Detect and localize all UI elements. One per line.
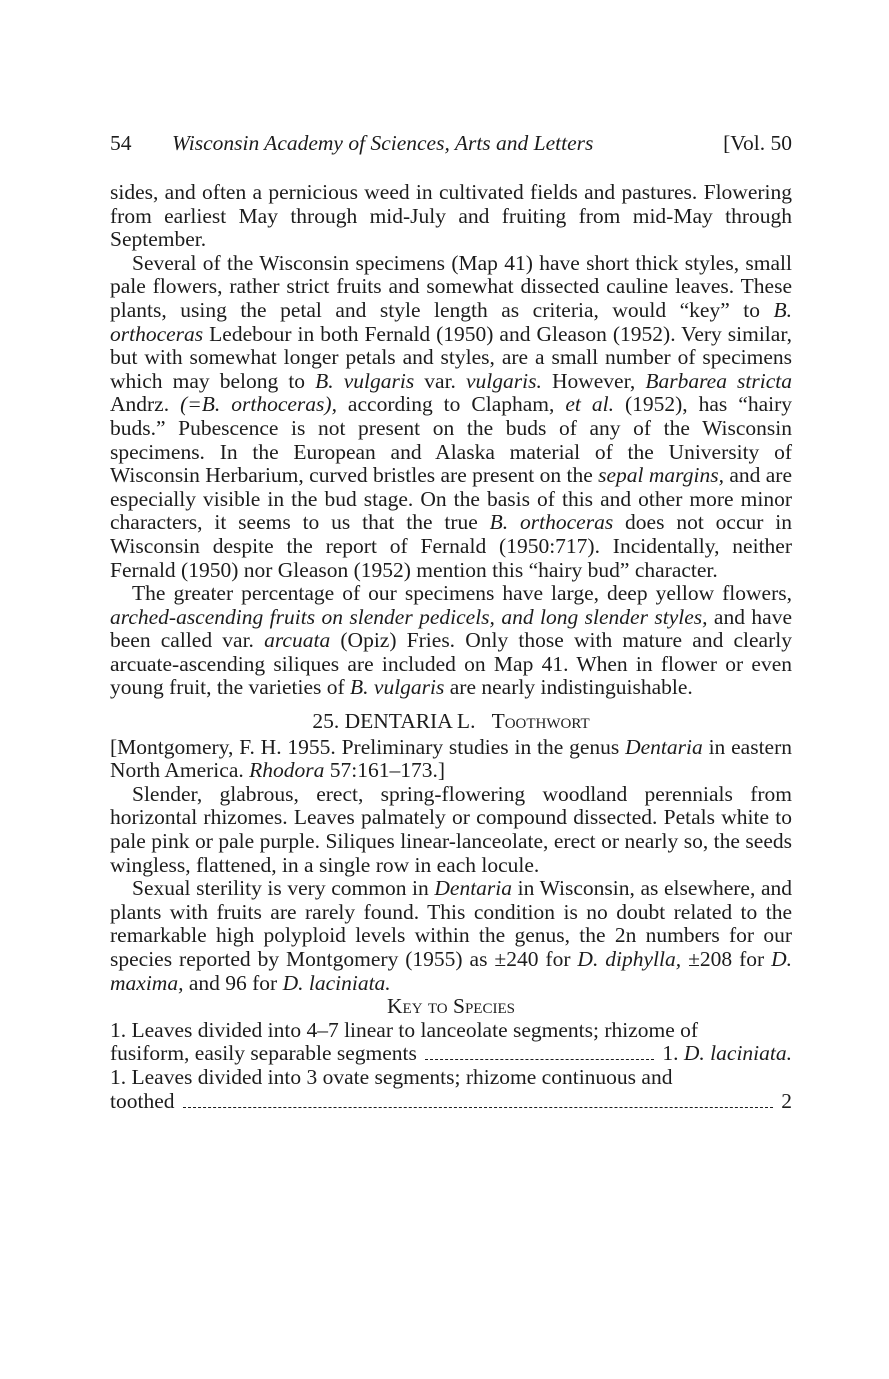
taxon-name: B. vulgaris [315,368,415,393]
text-run: are nearly indistinguishable. [444,675,693,700]
key-item-1-line1: 1. Leaves divided into 4–7 linear to lanceolate segments; rhizome of [110,1017,699,1042]
taxon-name: B. orthoceras [489,510,614,535]
paragraph-description: Slender, glabrous, erect, spring-flowering woodland perennials from horizontal rhizomes. Leaves palmately or compound dissected. Petals white to pale pink or pale purple. Siliques linear-lanceolate, erect or nearly so, the seeds wingless, flattened, in a single row in each locule. [110,781,792,877]
taxon-name: arcuata [264,628,331,653]
text-run: The greater percentage of our specimens have large, deep yellow flowers, [132,581,792,606]
result-taxon: D. laciniata. [683,1041,792,1066]
taxon-name: D. diphylla, [577,947,682,971]
text-run: Several of the Wisconsin specimens (Map 41) have short thick styles, small pale flowers, rather strict fruits and somewhat dissected cauline leaves. These plants, using the petal and style length as criteria, would “key” to [110,250,792,322]
genus-name: Dentaria [434,876,513,901]
text-run: in Wisconsin, as elsewhere, and plants with fruits are rarely found. This condition is no doubt related to the remarkable high polyploid levels within the genus, the 2n numbers for our species reported by Montgomery (1955) as ±240 for [110,876,792,971]
key-item-2-line2 [110,1090,792,1114]
key-item-2 [110,1066,792,1113]
key-item-1-text: fusiform, easily separable segments [110,1041,417,1066]
text-run: Ledebour in both Fernald (1950) and Gleason (1952). Very similar, but with somewhat longer petals and styles, are a small number of specimens which may belong to [110,321,792,393]
et-al: et al. [565,392,614,417]
emphasis: arched-ascending fruits on slender pedicels, and long slender styles, [110,604,708,629]
key-item-2-line1: 1. Leaves divided into 3 ovate segments; rhizome continuous and [110,1064,673,1089]
emphasis: sepal margins, [598,463,724,488]
citation [110,736,792,783]
text-run: var. [414,368,467,393]
genus-heading: 25. DENTARIA L. [312,709,476,734]
key-item-2-text: toothed [110,1088,175,1113]
common-name: Toothwort [491,709,590,734]
volume-number: [Vol. 50 [723,131,792,155]
dot-leader [425,1059,655,1060]
taxon-name: Barbarea stricta [645,368,792,393]
text-run: However, [541,368,646,393]
taxon-name: D. laciniata. [282,970,391,995]
paragraph-continued: sides, and often a pernicious weed in cultivated fields and pastures. Flowering from earliest May through mid-July and fruiting from mid-May through September. [110,180,792,252]
key-item-2-result: 2 [781,1088,792,1113]
paragraph-arcuata [110,582,792,700]
result-number: 1. [662,1041,679,1066]
text-run: (Opiz) Fries. Only those with mature and clearly arcuate-ascending siliques are included on Map 41. When in flower or even young fruit, the varieties of [110,628,792,700]
paragraph-orthoceras [110,252,792,582]
text-run: and 96 for [183,970,283,995]
text-run: 57:161–173.] [324,758,446,783]
genus-name: Dentaria [625,734,703,759]
key-item-1-line2 [110,1042,792,1066]
taxon-name: B. orthoceras [110,297,792,346]
text-run: (1952), has “hairy buds.” Pubescence is not present on the buds of any of the Wisconsin specimens. In the European and Alaska material of the University of Wisconsin Herbarium, curved bristles are present on the [110,392,793,488]
key-item-1 [110,1019,792,1066]
text-run: does not occur in Wisconsin despite the report of Fernald (1950:717). Incidentally, neither Fernald (1950) nor Gleason (1952) mention this “hairy bud” character. [110,510,792,582]
journal-name: Rhodora [249,758,325,783]
body-text [110,181,792,1113]
text-run: according to Clapham, [336,392,566,417]
key-item-1-result [662,1042,792,1066]
text-run: Sexual sterility is very common in [132,876,435,901]
dot-leader [183,1107,774,1108]
key-title: Key to Species [387,994,515,1019]
paragraph-sterility [110,877,792,995]
text-run: and have been called var. [110,604,792,653]
running-header [110,132,792,158]
text-run: and are especially visible in the bud stage. On the basis of this and other more minor characters, it seems to us that the true [110,463,792,535]
text-run: ±208 for [681,947,772,971]
page-number: 54 [110,131,132,155]
taxon-name: B. vulgaris [350,675,445,700]
text-run: in eastern North America. [110,734,793,783]
text-run: Andrz. [110,392,181,417]
section-heading [110,710,792,734]
taxon-name: vulgaris. [466,368,542,393]
journal-title: Wisconsin Academy of Sciences, Arts and Letters [172,131,594,155]
taxon-synonym: (=B. orthoceras), [180,392,337,417]
taxon-name: D. maxima, [110,947,792,995]
text-run: [Montgomery, F. H. 1955. Preliminary studies in the genus [110,734,626,759]
